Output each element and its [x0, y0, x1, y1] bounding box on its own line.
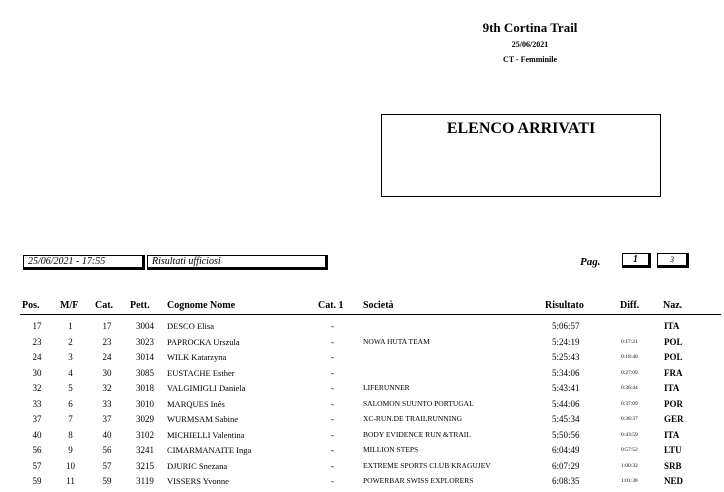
header-divider — [20, 314, 721, 315]
report-title-box — [381, 114, 661, 197]
cell-result: 5:06:57 — [552, 321, 580, 331]
cell-cat: 32 — [102, 383, 112, 393]
cell-name: CIMARMANAITE Inga — [167, 445, 252, 455]
cell-bib: 3102 — [136, 429, 154, 440]
cell-cat1: - — [331, 460, 334, 471]
cell-name: PAPROCKA Urszula — [167, 336, 240, 347]
cell-bib: 3215 — [136, 460, 154, 471]
cell-club: XC-RUN.DE TRAILRUNNING — [363, 414, 463, 423]
col-header-pos: Pos. — [22, 300, 40, 311]
cell-mf: 3 — [68, 352, 73, 362]
cell-nation: GER — [664, 414, 684, 424]
table-row — [0, 414, 724, 430]
cell-name: VISSERS Yvonne — [167, 476, 229, 486]
cell-result: 6:08:35 — [552, 476, 580, 486]
cell-cat1: - — [331, 383, 334, 393]
cell-cat1: - — [331, 398, 334, 409]
cell-mf: 10 — [66, 460, 75, 471]
cell-club: NOWA HUTA TEAM — [363, 336, 430, 346]
cell-club: BODY EVIDENCE RUN &TRAIL — [363, 429, 471, 439]
cell-pos: 37 — [32, 414, 42, 424]
cell-cat: 56 — [102, 445, 112, 455]
table-row — [0, 445, 724, 461]
cell-club: POWERBAR SWISS EXPLORERS — [363, 476, 474, 485]
cell-gap: 0:27:09 — [621, 369, 638, 376]
cell-bib: 3241 — [136, 445, 154, 455]
cell-bib: 3004 — [136, 321, 154, 331]
cell-pos: 57 — [32, 460, 42, 471]
cell-cat: 57 — [102, 460, 112, 471]
event-category: CT - Femminile — [502, 55, 558, 64]
page-current: 1 — [622, 253, 651, 268]
cell-mf: 1 — [68, 321, 73, 331]
cell-bib: 3029 — [136, 414, 154, 424]
cell-result: 5:45:34 — [552, 414, 580, 424]
cell-cat1: - — [331, 445, 334, 455]
cell-name: WILK Katarzyna — [167, 352, 227, 362]
cell-name: MARQUES Inês — [167, 398, 225, 409]
col-header-pett: Pett. — [130, 300, 150, 311]
cell-cat1: - — [331, 352, 334, 362]
cell-pos: 23 — [32, 336, 42, 347]
cell-club: EXTREME SPORTS CLUB KRAGUJEV — [363, 460, 491, 470]
col-header-cat: Cat. — [95, 300, 114, 311]
cell-nation: POL — [664, 352, 683, 362]
cell-mf: 2 — [68, 336, 73, 347]
col-header-cat1: Cat. 1 — [318, 300, 344, 311]
cell-pos: 33 — [32, 398, 42, 409]
cell-name: WURMSAM Sabine — [167, 414, 239, 424]
cell-cat: 33 — [102, 398, 112, 409]
cell-gap: 0:37:09 — [621, 400, 638, 407]
cell-club: MILLION STEPS — [363, 445, 419, 454]
table-row — [0, 337, 724, 353]
cell-cat: 17 — [102, 321, 112, 331]
cell-nation: ITA — [664, 383, 680, 393]
cell-cat: 30 — [102, 367, 112, 378]
cell-bib: 3014 — [136, 352, 154, 362]
table-row — [0, 430, 724, 446]
table-row — [0, 399, 724, 415]
cell-mf: 4 — [68, 367, 73, 378]
cell-pos: 32 — [32, 383, 42, 393]
cell-name: VALGIMIGLI Daniela — [167, 383, 246, 393]
cell-cat1: - — [331, 476, 334, 486]
cell-name: EUSTACHE Esther — [167, 367, 235, 378]
cell-cat: 40 — [102, 429, 112, 440]
col-header-name: Cognome Nome — [167, 300, 236, 311]
cell-result: 5:34:06 — [552, 367, 580, 378]
col-header-mf: M/F — [60, 300, 79, 311]
col-header-naz: Naz. — [663, 300, 683, 311]
cell-nation: POR — [664, 398, 683, 409]
cell-name: DESCO Elisa — [167, 321, 214, 331]
cell-name: MICHIELLI Valentina — [167, 429, 245, 440]
cell-nation: FRA — [664, 367, 683, 378]
cell-gap: 0:57:52 — [621, 447, 638, 453]
cell-nation: POL — [664, 336, 683, 347]
cell-club: SALOMON SUUNTO PORTUGAL — [363, 398, 474, 408]
cell-cat: 37 — [102, 414, 112, 424]
cell-gap: 0:18:46 — [621, 354, 638, 360]
cell-result: 5:43:41 — [552, 383, 580, 393]
cell-cat1: - — [331, 336, 334, 347]
cell-club: LIFERUNNER — [363, 383, 410, 392]
cell-gap: 1:01:38 — [621, 478, 638, 484]
cell-pos: 30 — [32, 367, 42, 378]
cell-gap: 0:36:44 — [621, 385, 638, 391]
cell-mf: 7 — [68, 414, 73, 424]
cell-result: 6:07:29 — [552, 460, 580, 471]
table-row — [0, 476, 724, 492]
cell-bib: 3010 — [136, 398, 154, 409]
cell-pos: 56 — [32, 445, 42, 455]
cell-mf: 6 — [68, 398, 73, 409]
cell-result: 5:50:56 — [552, 429, 580, 440]
cell-nation: ITA — [664, 321, 680, 331]
cell-cat1: - — [331, 367, 334, 378]
table-row — [0, 368, 724, 384]
col-header-diff: Diff. — [620, 300, 640, 311]
table-row — [0, 461, 724, 477]
col-header-risultato: Risultato — [545, 300, 584, 311]
print-datetime: 25/06/2021 - 17:55 — [23, 255, 145, 270]
table-row — [0, 321, 724, 337]
cell-cat1: - — [331, 414, 334, 424]
cell-cat: 23 — [102, 336, 112, 347]
cell-mf: 5 — [68, 383, 73, 393]
cell-mf: 11 — [66, 476, 75, 486]
cell-name: DJURIC Snezana — [167, 460, 228, 471]
event-title: 9th Cortina Trail — [482, 20, 578, 35]
cell-pos: 17 — [32, 321, 42, 331]
cell-bib: 3023 — [136, 336, 154, 347]
cell-pos: 40 — [32, 429, 42, 440]
cell-gap: 1:00:32 — [621, 462, 638, 469]
cell-bib: 3119 — [136, 476, 154, 486]
cell-nation: LTU — [664, 445, 682, 455]
cell-bib: 3085 — [136, 367, 154, 378]
table-row — [0, 352, 724, 368]
cell-cat1: - — [331, 321, 334, 331]
cell-result: 5:24:19 — [552, 336, 580, 347]
cell-pos: 59 — [32, 476, 42, 486]
cell-gap: 0:43:59 — [621, 431, 638, 438]
col-header-societa: Società — [363, 300, 394, 311]
cell-nation: ITA — [664, 429, 680, 440]
cell-bib: 3018 — [136, 383, 154, 393]
cell-cat1: - — [331, 429, 334, 440]
cell-mf: 9 — [68, 445, 73, 455]
page-total: 3 — [657, 253, 689, 268]
results-status: Risultati ufficiosi — [147, 255, 328, 270]
cell-nation: SRB — [664, 460, 682, 471]
page-label: Pag. — [580, 256, 601, 268]
cell-cat: 59 — [102, 476, 112, 486]
cell-result: 5:44:06 — [552, 398, 580, 409]
table-row — [0, 383, 724, 399]
cell-mf: 8 — [68, 429, 73, 440]
event-date: 25/06/2021 — [511, 40, 549, 49]
cell-result: 6:04:49 — [552, 445, 580, 455]
cell-nation: NED — [664, 476, 684, 486]
report-title: ELENCO ARRIVATI — [446, 120, 596, 137]
cell-gap: 0:17:21 — [621, 338, 638, 345]
cell-cat: 24 — [102, 352, 112, 362]
cell-pos: 24 — [32, 352, 42, 362]
cell-gap: 0:38:37 — [621, 416, 638, 422]
cell-result: 5:25:43 — [552, 352, 580, 362]
